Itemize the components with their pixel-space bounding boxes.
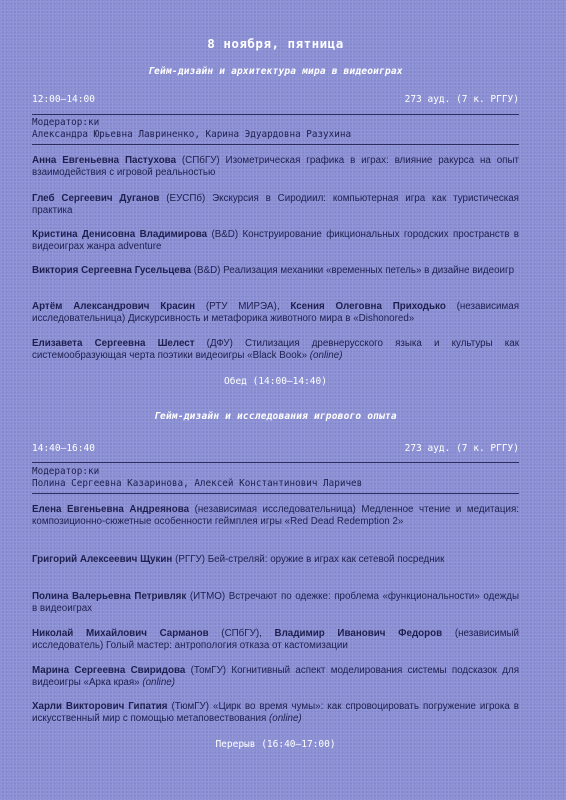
- affiliation: (РГГУ): [172, 554, 208, 565]
- talk-item: [32, 701, 519, 726]
- talk-item: [32, 338, 519, 363]
- online-tag: (online): [268, 713, 302, 725]
- online-tag: (online): [142, 677, 175, 689]
- moderators-block: [32, 117, 519, 141]
- affiliation: (СПбГУ),: [208, 628, 275, 639]
- break-label: Обед (14:00–14:40): [224, 376, 327, 387]
- affiliation: (ДФУ): [194, 338, 245, 349]
- moderators-names: Полина Сергеевна Казаринова, Алексей Константинович Ларичев: [32, 478, 363, 489]
- section-title: Гейм-дизайн и архитектура мира в видеоиграх: [148, 66, 403, 77]
- slot-room: 273 ауд. (7 к. РГГУ): [404, 443, 519, 454]
- speaker-name: Полина Валерьевна Петривляк: [32, 591, 187, 602]
- slot-header: [32, 94, 519, 108]
- slot-time: 14:40–16:40: [32, 443, 95, 454]
- slot-time: 12:00–14:00: [32, 94, 95, 105]
- talk-item: [32, 591, 519, 616]
- affiliation: (независимый исследователь): [32, 628, 519, 652]
- affiliation: (независимая исследовательница): [189, 504, 362, 515]
- break-label: Перерыв (16:40–17:00): [215, 739, 336, 750]
- day-title: 8 ноября, пятница: [207, 36, 344, 51]
- section-title: Гейм-дизайн и исследования игрового опыта: [154, 411, 397, 422]
- talk-title: Экскурсия в Сиродиил: компьютерная игра как туристическая практика: [32, 193, 519, 217]
- divider: [32, 493, 519, 494]
- affiliation: (ЕУСПб): [159, 193, 213, 204]
- talk-title: Голый мастер: антропология отказа от кастомизации: [106, 640, 348, 652]
- affiliation: (ИТМО): [186, 591, 229, 602]
- slot-header: [32, 443, 519, 457]
- talk-title: Медленное чтение и медитация: композиционно-сюжетные особенности геймплея игры «Red Dead Redemption 2»: [32, 504, 519, 528]
- speaker-name: Харли Викторович Гипатия: [32, 701, 168, 712]
- online-tag: (online): [309, 350, 343, 362]
- divider: [32, 462, 519, 463]
- speaker-name: Николай Михайлович Сарманов: [32, 628, 209, 639]
- affiliation: (независимая исследовательница): [32, 301, 519, 325]
- talk-item: [32, 628, 519, 653]
- divider: [32, 144, 519, 145]
- speaker-name: Елизавета Сергеевна Шелест: [32, 338, 195, 349]
- speaker-name: Виктория Сергеевна Гусельцева: [32, 265, 192, 276]
- speaker-name: Глеб Сергеевич Дуганов: [32, 193, 160, 204]
- speaker-name: Григорий Алексеевич Щукин: [32, 554, 173, 565]
- talk-title: Реализация механики «временных петель» в дизайне видеоигр: [223, 265, 515, 276]
- talk-title: Конструирование фикциональных городских пространств в видеоиграх жанра adventure: [32, 229, 519, 253]
- talk-item: [32, 229, 519, 254]
- talk-item: [32, 265, 519, 277]
- speaker-name: Марина Сергеевна Свиридова: [32, 665, 186, 676]
- talk-item: [32, 155, 519, 180]
- divider: [32, 114, 519, 115]
- slot-room: 273 ауд. (7 к. РГГУ): [404, 94, 519, 105]
- moderators-label: Модератор:ки: [32, 117, 100, 128]
- moderators-block: [32, 466, 519, 490]
- speaker-name: Владимир Иванович Федоров: [274, 628, 443, 639]
- talk-item: [32, 193, 519, 218]
- talk-title: «Цирк во время чумы»: как спровоцировать погружение игрока в искусственный мир с помощью метаповествования: [32, 701, 519, 725]
- speaker-name: Анна Евгеньевна Пастухова: [32, 155, 177, 166]
- talk-item: [32, 301, 519, 326]
- affiliation: (ТюмГУ): [167, 701, 213, 712]
- talk-title: Изометрическая графика в играх: влияние ракурса на опыт взаимодействия с игровой реальностью: [32, 155, 519, 179]
- talk-title: Стилизация древнерусского языка и культуры как системообразующая черта поэтики видеоигры «Black Book»: [32, 338, 520, 362]
- affiliation: (СПбГУ): [176, 155, 226, 166]
- talk-item: [32, 504, 519, 529]
- affiliation: (РТУ МИРЭА),: [195, 301, 291, 312]
- speaker-name: Артём Александрович Красин: [32, 301, 196, 312]
- talk-title: Бей-стреляй: оружие в играх как сетевой посредник: [207, 554, 445, 565]
- talk-item: [32, 554, 519, 566]
- talk-title: Дискурсивность и метафорика животного мира в «Dishonored»: [127, 313, 415, 325]
- moderators-label: Модератор:ки: [32, 466, 100, 477]
- speaker-name: Кристина Денисовна Владимирова: [32, 229, 208, 240]
- talk-item: [32, 665, 519, 690]
- speaker-name: Ксения Олеговна Приходько: [290, 301, 446, 312]
- talk-title: Встречают по одежке: проблема «функциональности» одежды в видеоиграх: [32, 591, 520, 615]
- affiliation: (В&D): [207, 229, 243, 240]
- affiliation: (В&D): [191, 265, 224, 276]
- speaker-name: Елена Евгеньевна Андреянова: [32, 504, 190, 515]
- moderators-names: Александра Юрьевна Лавриненко, Карина Эдуардовна Разухина: [32, 129, 352, 140]
- talk-title: Когнитивный аспект моделирования системы подсказок для видеоигры «Арка края»: [32, 665, 520, 689]
- affiliation: (ТомГУ): [185, 665, 232, 676]
